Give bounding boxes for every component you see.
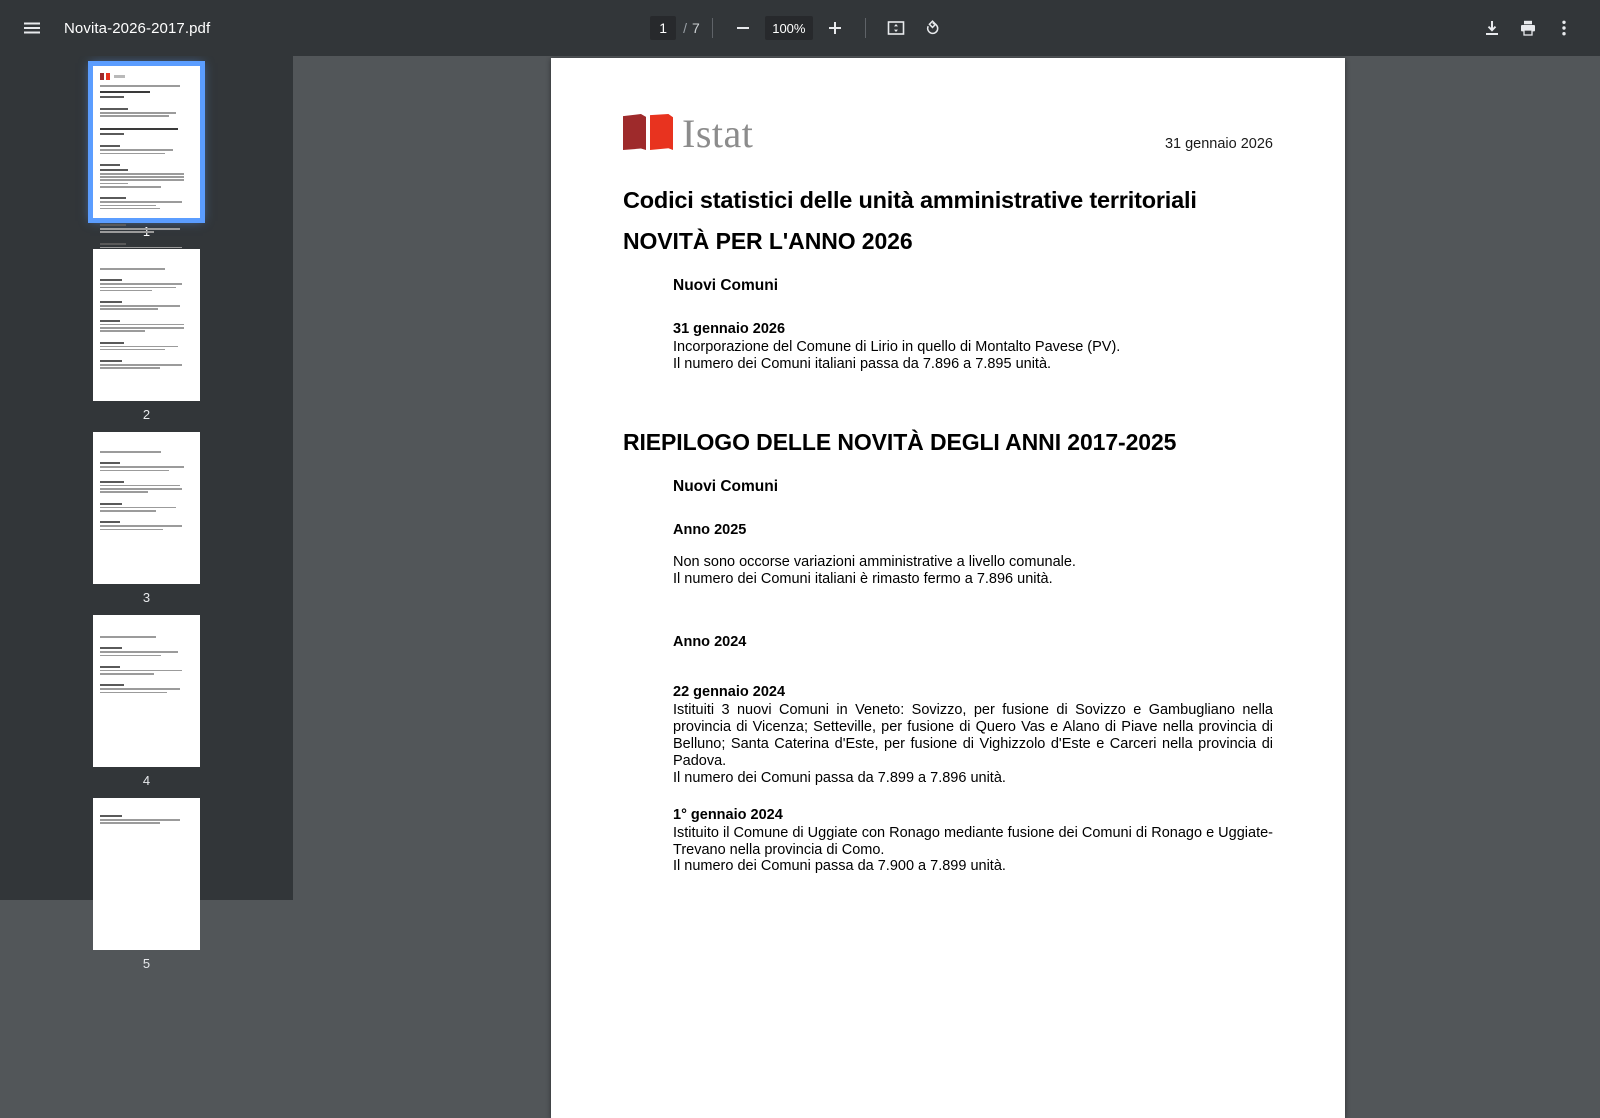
thumbnail-item[interactable]	[0, 615, 293, 787]
istat-logo-text: Istat	[682, 111, 754, 157]
entry-date: 31 gennaio 2026	[673, 321, 786, 337]
entry-anno-2025	[673, 522, 1273, 588]
document-title: Novita-2026-2017.pdf	[64, 19, 211, 37]
toolbar-divider	[865, 18, 866, 38]
entry-body	[673, 554, 1273, 588]
zoom-controls	[725, 10, 853, 46]
entry-anno-2024	[673, 634, 1273, 650]
thumbnail-item[interactable]	[0, 66, 293, 238]
more-vertical-icon[interactable]	[1546, 10, 1582, 46]
toolbar-divider	[712, 18, 713, 38]
document-main-title: Codici statistici delle unità amministrative territoriali	[623, 187, 1197, 213]
logo-book-dark-icon	[623, 114, 646, 150]
page-separator: /	[683, 20, 688, 36]
istat-logo-mark-icon	[623, 114, 673, 150]
entry-line: Il numero dei Comuni passa da 7.900 a 7.899 unità.	[673, 858, 1006, 875]
thumbnail-preview	[93, 66, 200, 252]
entry-body	[673, 702, 1273, 787]
entry-date: 22 gennaio 2024	[673, 683, 786, 700]
pdf-page-1	[551, 58, 1345, 1118]
thumbnail-preview	[93, 798, 200, 824]
thumbnail-page-4[interactable]	[93, 615, 200, 767]
entry-line: Il numero dei Comuni italiani passa da 7.896 a 7.895 unità.	[673, 355, 1052, 372]
document-header	[623, 111, 1273, 157]
section-heading-2026: NOVITÀ PER L'ANNO 2026	[623, 228, 913, 254]
thumbnail-sidebar[interactable]	[0, 56, 293, 971]
pdf-toolbar	[0, 0, 1600, 56]
toolbar-right-group	[1474, 10, 1600, 46]
section-heading-riepilogo: RIEPILOGO DELLE NOVITÀ DEGLI ANNI 2017-2025	[623, 428, 1177, 455]
thumbnail-page-1[interactable]	[93, 66, 200, 218]
page-number-input[interactable]	[650, 16, 676, 40]
thumbnail-label: 3	[142, 590, 151, 605]
logo-book-bright-icon	[650, 114, 673, 150]
entry-line: Il numero dei Comuni italiani è rimasto fermo a 7.896 unità.	[673, 570, 1053, 587]
thumbnail-item[interactable]	[0, 798, 293, 970]
thumbnail-list	[0, 56, 293, 970]
pdf-viewer-area[interactable]	[293, 56, 1600, 900]
thumbnail-label: 5	[142, 956, 151, 971]
entry-body	[673, 339, 1273, 373]
entry-line: Istituito il Comune di Uggiate con Ronago mediante fusione dei Comuni di Ronago e Uggiate-Trevano nella provincia di Como.	[673, 824, 1273, 858]
thumbnail-item[interactable]	[0, 249, 293, 421]
entry-line: Non sono occorse variazioni amministrative a livello comunale.	[673, 553, 1076, 570]
thumbnail-preview	[93, 249, 200, 369]
thumbnail-preview	[93, 432, 200, 530]
entry-line: Il numero dei Comuni passa da 7.899 a 7.896 unità.	[673, 769, 1006, 786]
subheading-nuovi-comuni: Nuovi Comuni	[673, 277, 779, 294]
entry-31-gennaio-2026	[673, 321, 1273, 373]
thumbnail-label: 2	[142, 407, 151, 422]
fit-page-icon[interactable]	[878, 10, 914, 46]
document-date: 31 gennaio 2026	[1164, 136, 1273, 152]
thumbnail-page-2[interactable]	[93, 249, 200, 401]
hamburger-menu-icon[interactable]	[14, 10, 50, 46]
anno-2025-heading: Anno 2025	[673, 521, 747, 538]
download-icon[interactable]	[1474, 10, 1510, 46]
entry-22-gennaio-2024	[673, 684, 1273, 787]
toolbar-center-group	[0, 10, 1600, 46]
thumbnail-item[interactable]	[0, 432, 293, 604]
subheading-nuovi-comuni-2: Nuovi Comuni	[673, 477, 779, 495]
istat-logo	[623, 111, 754, 157]
toolbar-left-group	[0, 10, 210, 46]
entry-date: 1° gennaio 2024	[673, 806, 783, 823]
print-icon[interactable]	[1510, 10, 1546, 46]
zoom-out-button[interactable]	[725, 10, 761, 46]
rotate-clockwise-icon[interactable]	[914, 10, 950, 46]
thumbnail-preview	[93, 615, 200, 693]
entry-line: Incorporazione del Comune di Lirio in quello di Montalto Pavese (PV).	[673, 339, 1121, 355]
page-indicator	[650, 16, 700, 40]
thumbnail-label: 4	[142, 773, 151, 788]
thumbnail-page-5[interactable]	[93, 798, 200, 950]
zoom-level-value[interactable]: 100%	[765, 16, 813, 40]
section-2026-body	[623, 277, 1273, 373]
section-riepilogo-body	[623, 478, 1273, 876]
anno-2024-heading: Anno 2024	[673, 633, 747, 650]
page-total-count: 7	[692, 20, 700, 36]
entry-line: Istituiti 3 nuovi Comuni in Veneto: Sovizzo, per fusione di Sovizzo e Gambugliano nella provincia di Vicenza; Setteville, per fusione di Quero Vas e Alano di Piave nella provincia di Belluno; Santa Caterina d'Este, per fusione di Vighizzolo d'Este e Carceri nella provincia di Padova.	[673, 701, 1273, 769]
entry-1-gennaio-2024	[673, 807, 1273, 876]
zoom-in-button[interactable]	[817, 10, 853, 46]
entry-body	[673, 825, 1273, 876]
thumbnail-page-3[interactable]	[93, 432, 200, 584]
